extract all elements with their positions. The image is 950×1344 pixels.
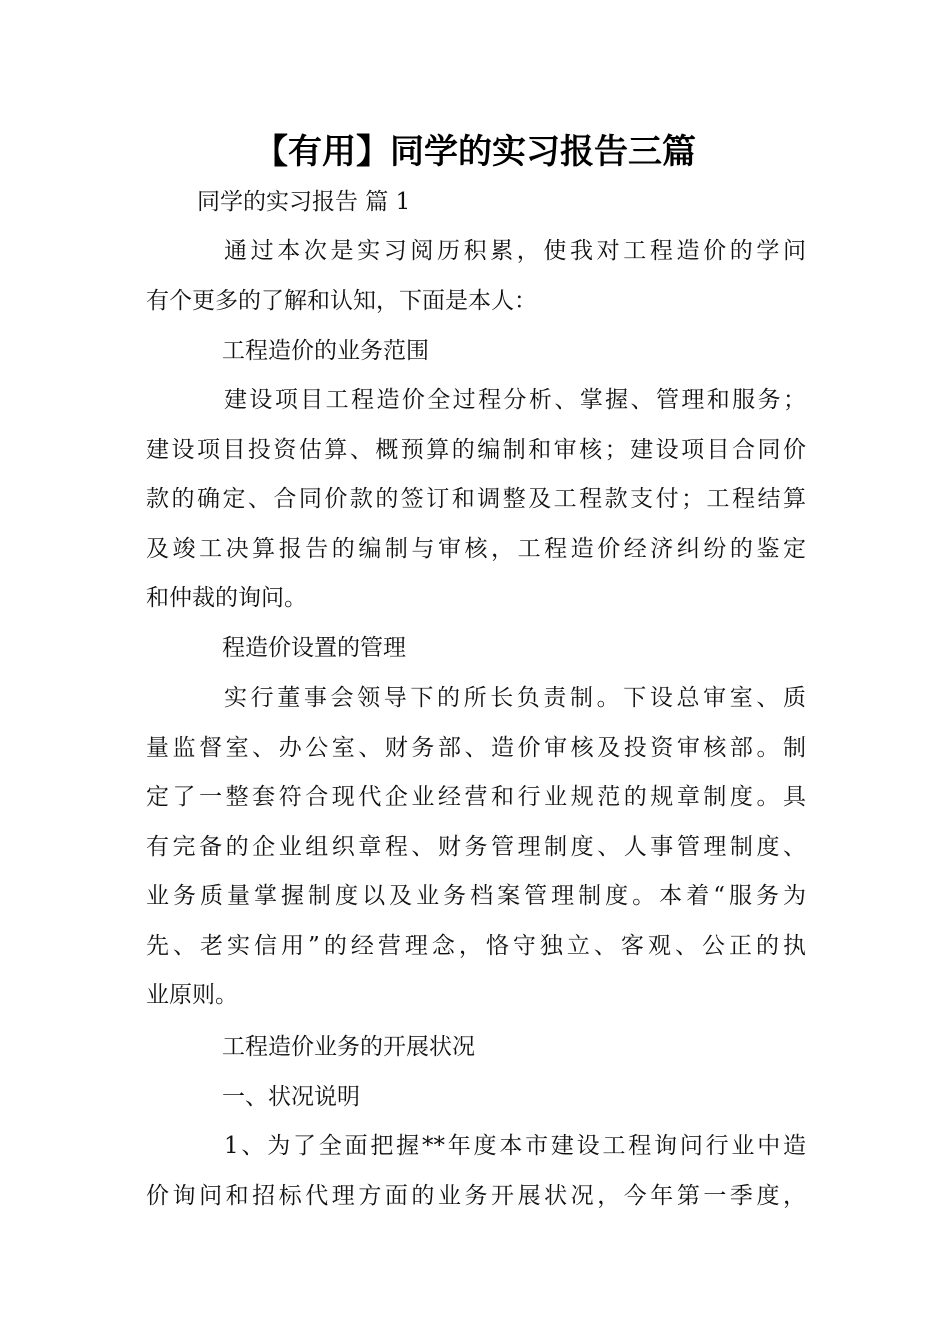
text-line: 先、老实信用”的经营理念，恪守独立、客观、公正的执 [146, 932, 806, 959]
section-heading-progress [146, 1023, 806, 1073]
text-line: 一、状况说明 [222, 1084, 360, 1110]
text-line: 通过本次是实习阅历积累，使我对工程造价的学问 [224, 238, 806, 264]
text-line: 及竣工决算报告的编制与审核，工程造价经济纠纷的鉴定 [146, 535, 806, 562]
body-paragraph-4 [146, 1122, 806, 1221]
section-heading-management [146, 624, 806, 674]
text-line: 建设项目工程造价全过程分析、掌握、管理和服务； [224, 387, 806, 413]
text-line: 业务质量掌握制度以及业务档案管理制度。本着“服务为 [146, 883, 806, 909]
text-line: 实行董事会领导下的所长负责制。下设总审室、质 [224, 685, 806, 711]
text-line: 工程造价业务的开展状况 [222, 1034, 475, 1060]
section-heading-status [146, 1073, 806, 1123]
text-line: 业原则。 [146, 982, 238, 1008]
body-paragraph-2 [146, 376, 806, 624]
report-subtitle: 同学的实习报告 篇 1 [197, 189, 411, 215]
text-line: 定了一整套符合现代企业经营和行业规范的规章制度。具 [146, 784, 806, 810]
document-title: 【有用】同学的实习报告三篇 [254, 132, 696, 172]
text-line: 款的确定、合同价款的签订和调整及工程款支付；工程结算 [146, 486, 806, 512]
text-line: 有完备的企业组织章程、财务管理制度、人事管理制度、 [146, 833, 806, 860]
section-heading-scope [146, 327, 806, 377]
text-line: 1、为了全面把握**年度本市建设工程询问行业中造 [224, 1133, 806, 1159]
text-line: 有个更多的了解和认知，下面是本人： [146, 287, 537, 314]
text-line: 程造价设置的管理 [222, 635, 406, 661]
text-line: 价询问和招标代理方面的业务开展状况，今年第一季度， [146, 1182, 806, 1209]
text-line: 建设项目投资估算、概预算的编制和审核；建设项目合同价 [146, 436, 806, 463]
body-paragraph-1 [146, 227, 806, 326]
text-line: 和仲裁的询问。 [146, 585, 307, 611]
text-line: 工程造价的业务范围 [222, 338, 429, 364]
body-paragraph-3 [146, 674, 806, 1021]
text-line: 量监督室、办公室、财务部、造价审核及投资审核部。制 [146, 734, 806, 761]
